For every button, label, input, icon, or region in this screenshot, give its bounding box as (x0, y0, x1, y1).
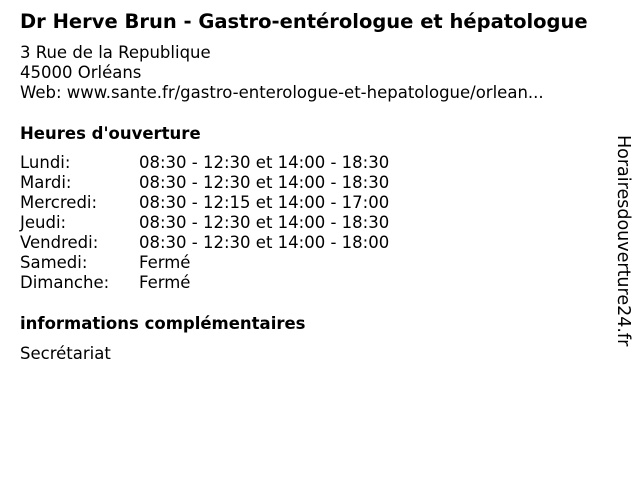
additional-info-text: Secrétariat (20, 344, 111, 363)
hours-value: Fermé (139, 253, 191, 272)
additional-info-heading: informations complémentaires (20, 314, 306, 333)
website-link[interactable]: Web: www.sante.fr/gastro-enterologue-et-hepatologue/orlean... (20, 83, 544, 102)
page-title: Dr Herve Brun - Gastro-entérologue et hépatologue (20, 10, 588, 33)
day-label: Mercredi: (20, 193, 98, 212)
hours-value: 08:30 - 12:30 et 14:00 - 18:00 (139, 233, 390, 252)
day-label: Jeudi: (20, 213, 67, 232)
site-brand-watermark: Horairesdouverture24.fr (613, 135, 633, 347)
hours-value: 08:30 - 12:15 et 14:00 - 17:00 (139, 193, 390, 212)
address-street: 3 Rue de la Republique (20, 43, 211, 62)
hours-value: 08:30 - 12:30 et 14:00 - 18:30 (139, 153, 390, 172)
hours-value: 08:30 - 12:30 et 14:00 - 18:30 (139, 213, 390, 232)
opening-hours-heading: Heures d'ouverture (20, 124, 201, 143)
hours-value: 08:30 - 12:30 et 14:00 - 18:30 (139, 173, 390, 192)
day-label: Samedi: (20, 253, 88, 272)
day-label: Vendredi: (20, 233, 99, 252)
hours-value: Fermé (139, 273, 191, 292)
day-label: Dimanche: (20, 273, 110, 292)
day-label: Mardi: (20, 173, 72, 192)
address-block (20, 43, 544, 103)
day-label: Lundi: (20, 153, 71, 172)
address-city: 45000 Orléans (20, 63, 142, 82)
